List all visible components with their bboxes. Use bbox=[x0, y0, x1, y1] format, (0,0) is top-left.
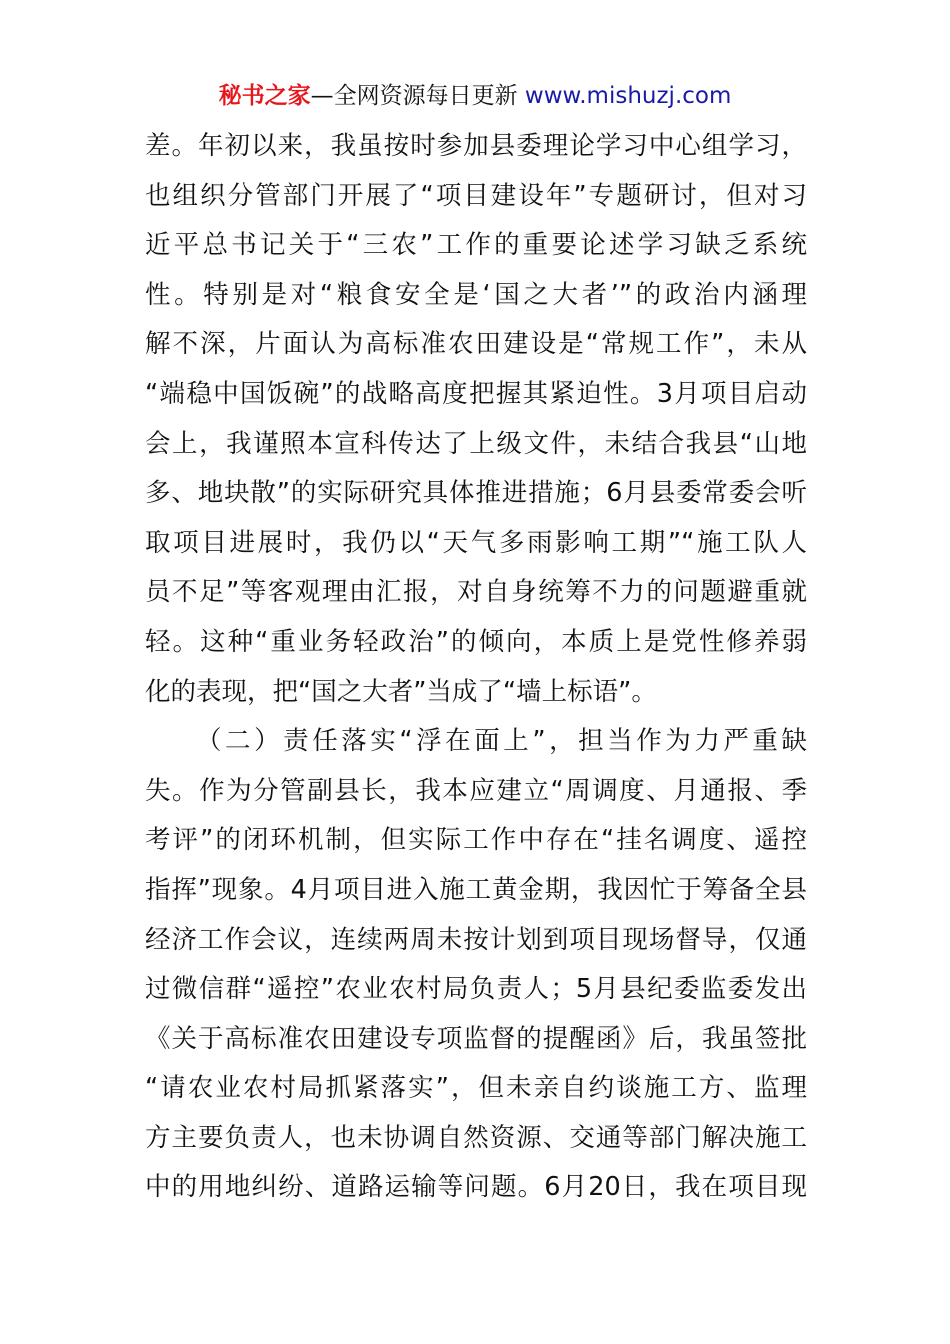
text-line: 过微信群“遥控”农业农村局负责人；5月县纪委监委发出 bbox=[145, 974, 807, 1005]
text-line: “端稳中国饭碗”的战略高度把握其紧迫性。3月项目启动 bbox=[145, 378, 807, 409]
text-line: 《关于高标准农田建设专项监督的提醒函》后，我虽签批 bbox=[145, 1023, 807, 1054]
site-header bbox=[0, 80, 950, 112]
text-line: “请农业农村局抓紧落实”，但未亲自约谈施工方、监理 bbox=[145, 1073, 807, 1104]
text-line: 轻。这种“重业务轻政治”的倾向，本质上是党性修养弱 bbox=[145, 626, 807, 657]
site-brand: 秘书之家 bbox=[218, 83, 311, 109]
document-body bbox=[145, 122, 807, 1213]
text-line: 性。特别是对“粮食安全是‘国之大者’”的政治内涵理 bbox=[145, 279, 807, 310]
site-url: www.mishuzj.com bbox=[524, 83, 732, 109]
text-line: 考评”的闭环机制，但实际工作中存在“挂名调度、遥控 bbox=[145, 825, 807, 856]
text-line: 多、地块散”的实际研究具体推进措施；6月县委常委会听 bbox=[145, 478, 807, 509]
text-line: 员不足”等客观理由汇报，对自身统筹不力的问题避重就 bbox=[145, 577, 807, 608]
text-line: 解不深，片面认为高标准农田建设是“常规工作”，未从 bbox=[145, 329, 807, 360]
site-tagline: —全网资源每日更新 bbox=[310, 83, 525, 109]
text-line: 取项目进展时，我仍以“天气多雨影响工期”“施工队人 bbox=[145, 527, 807, 558]
text-line: 近平总书记关于“三农”工作的重要论述学习缺乏系统 bbox=[145, 230, 807, 261]
text-line: 指挥”现象。4月项目进入施工黄金期，我因忙于筹备全县 bbox=[145, 874, 807, 905]
text-line: 方主要负责人，也未协调自然资源、交通等部门解决施工 bbox=[145, 1122, 807, 1153]
text-line: 经济工作会议，连续两周未按计划到项目现场督导，仅通 bbox=[145, 924, 807, 955]
text-line: 也组织分管部门开展了“项目建设年”专题研讨，但对习 bbox=[145, 180, 807, 211]
text-line: 失。作为分管副县长，我本应建立“周调度、月通报、季 bbox=[145, 775, 807, 806]
text-line: 会上，我谨照本宣科传达了上级文件，未结合我县“山地 bbox=[145, 428, 807, 459]
section-heading-line: （二）责任落实“浮在面上”，担当作为力严重缺 bbox=[196, 726, 807, 757]
text-line: 化的表现，把“国之大者”当成了“墙上标语”。 bbox=[145, 676, 657, 707]
text-line: 差。年初以来，我虽按时参加县委理论学习中心组学习， bbox=[145, 131, 807, 161]
text-line: 中的用地纠纷、道路运输等问题。6月20日，我在项目现 bbox=[145, 1172, 807, 1203]
